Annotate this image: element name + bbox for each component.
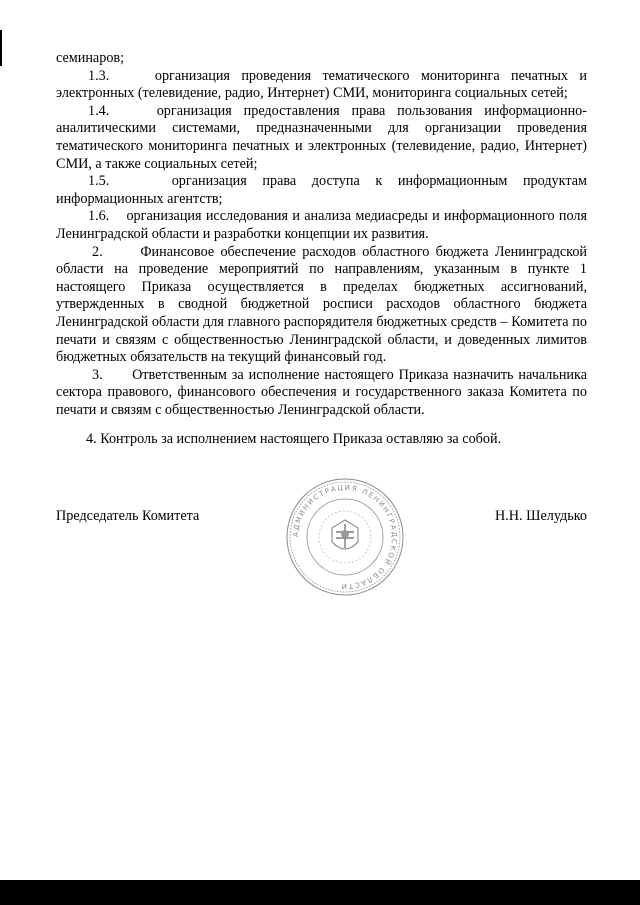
paragraph-4: 4. Контроль за исполнением настоящего Приказа оставляю за собой. [86,431,502,448]
item-number: 1.4. [88,102,110,119]
coat-of-arms-icon [332,520,358,549]
document-body [56,50,587,449]
item-text: организация права доступа к информационным продуктам информационных агентств; [56,173,588,207]
item-text: организация предоставления права пользования информационно-аналитическими системами, предназначенными для организации проведения тематического мониторинга печатных и электронных (телевидение, радио, Интернет) СМИ, а также социальных сетей; [56,102,588,172]
line-continuation: семинаров; [56,50,125,66]
item-1-4 [56,103,587,173]
signature-name: Н.Н. Шелудько [495,508,587,524]
item-number: 1.5. [88,173,110,190]
official-seal [284,476,406,598]
paragraph-text: Ответственным за исполнение настоящего Приказа назначить начальника сектора правового, финансового обеспечения и государственного заказа Комитета по печати и связям с общественностью Ленинградской области. [56,366,587,418]
paragraph-2 [56,244,587,367]
item-number: 1.6. [88,208,110,225]
paragraph-3 [56,367,587,420]
item-text: организация проведения тематического мониторинга печатных и электронных (телевидение, радио, Интернет) СМИ, мониторинга социальных сетей; [56,67,587,102]
paragraph-number: 3. [92,366,103,383]
item-text: организация исследования и анализа медиасреды и информационного поля Ленинградской области и разработки концепции их развития. [56,208,588,242]
item-1-3 [56,68,587,103]
item-1-5 [56,173,587,208]
scan-edge-line [0,30,2,66]
item-number: 1.3. [88,67,110,84]
signature-position: Председатель Комитета [56,508,200,524]
paragraph-text: Финансовое обеспечение расходов областного бюджета Ленинградской области на проведение мероприятий по направлениям, указанным в пункте 1 настоящего Приказа осуществляется в пределах бюджетных ассигнований, утвержденных в сводной бюджетной росписи расходов областного бюджета Ленинградской области для главного распорядителя бюджетных средств – Комитета по печати и связям с общественностью Ленинградской области, и доведенных лимитов бюджетных обязательств на текущий финансовый год. [56,243,587,366]
paragraph-number: 2. [92,243,103,260]
item-1-6 [56,208,587,243]
scan-bottom-border [0,880,640,905]
svg-text:АДМИНИСТРАЦИЯ ЛЕНИНГРАДСКОЙ ОБ: АДМИНИСТРАЦИЯ ЛЕНИНГРАДСКОЙ ОБЛАСТИ [291,483,399,591]
